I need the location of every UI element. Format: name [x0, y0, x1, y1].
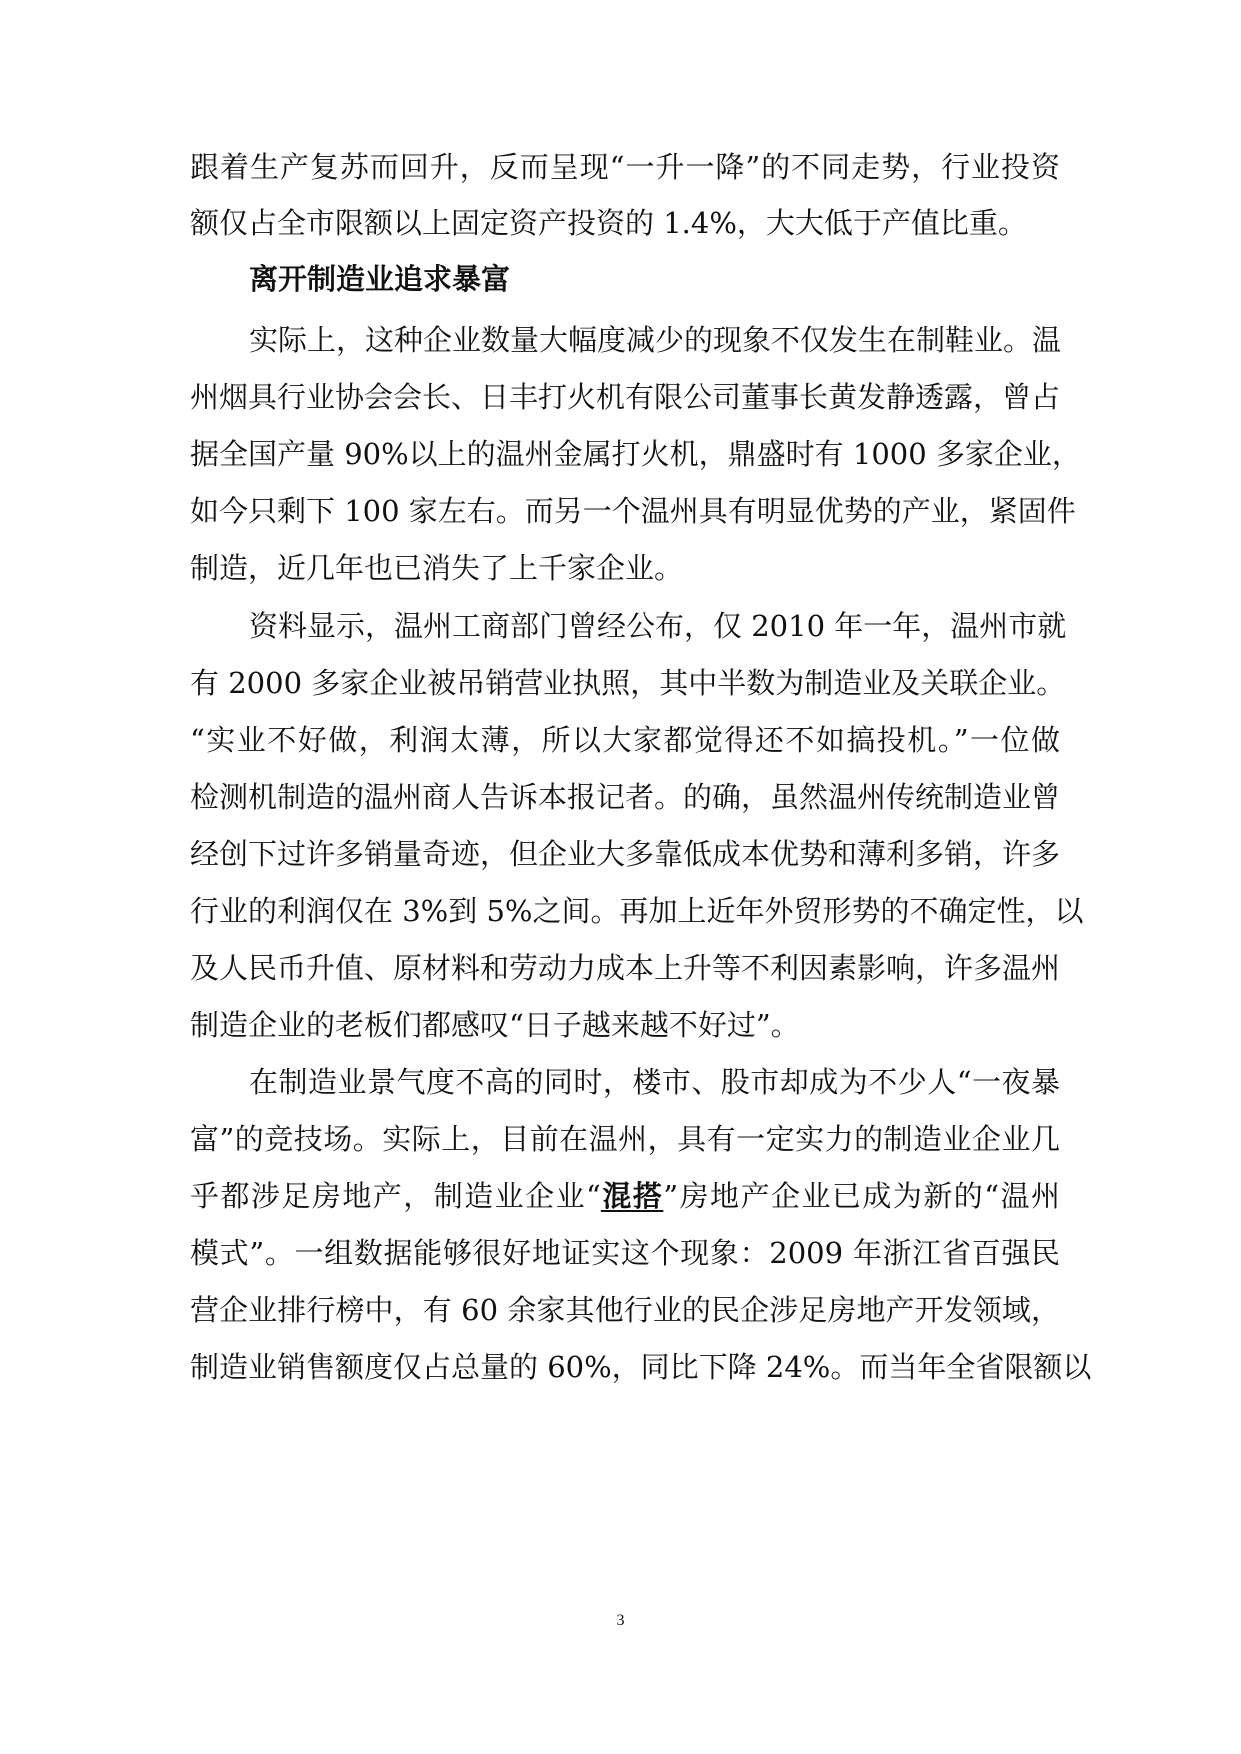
text-line: 实际上，这种企业数量大幅度减少的现象不仅发生在制鞋业。温: [249, 323, 1062, 357]
text-run: 乎都涉足房地产，制造业企业“: [190, 1179, 601, 1213]
text-line: 制造企业的老板们都感叹“日子越来越不好过”。: [190, 1008, 800, 1042]
text-line-with-emphasis: [190, 1176, 1060, 1216]
text-line: 据全国产量 90%以上的温州金属打火机，鼎盛时有 1000 多家企业，: [190, 437, 1081, 471]
text-line: 在制造业景气度不高的同时，楼市、股市却成为不少人“一夜暴: [249, 1065, 1060, 1099]
text-run: ”房地产企业已成为新的“温州: [663, 1179, 1061, 1213]
page-number: 3: [616, 1612, 625, 1629]
text-line: 制造，近几年也已消失了上千家企业。: [190, 551, 684, 585]
text-line: 检测机制造的温州商人告诉本报记者。的确，虽然温州传统制造业曾: [190, 780, 1061, 814]
emphasized-term: 混搭: [600, 1179, 664, 1213]
text-line: 跟着生产复苏而回升，反而呈现“一升一降”的不同走势，行业投资: [190, 150, 1060, 184]
text-line: 及人民币升值、原材料和劳动力成本上升等不利因素影响，许多温州: [190, 951, 1061, 985]
text-line: 如今只剩下 100 家左右。而另一个温州具有明显优势的产业，紧固件: [190, 494, 1076, 528]
text-line: 资料显示，温州工商部门曾经公布，仅 2010 年一年，温州市就: [249, 609, 1067, 643]
text-line: 营企业排行榜中，有 60 余家其他行业的民企涉足房地产开发领域，: [190, 1293, 1060, 1327]
text-line: 模式”。一组数据能够很好地证实这个现象：2009 年浙江省百强民: [190, 1236, 1060, 1270]
text-line: 制造业销售额度仅占总量的 60%，同比下降 24%。而当年全省限额以: [190, 1350, 1092, 1384]
text-line: “实业不好做，利润太薄，所以大家都觉得还不如搞投机。”一位做: [190, 723, 1060, 757]
text-line: 额仅占全市限额以上固定资产投资的 1.4%，大大低于产值比重。: [190, 206, 1027, 240]
text-line: 州烟具行业协会会长、日丰打火机有限公司董事长黄发静透露，曾占: [190, 380, 1061, 414]
text-line: 行业的利润仅在 3%到 5%之间。再加上近年外贸形势的不确定性，以: [190, 894, 1084, 928]
text-line: 经创下过许多销量奇迹，但企业大多靠低成本优势和薄利多销，许多: [190, 837, 1061, 871]
text-line: 有 2000 多家企业被吊销营业执照，其中半数为制造业及关联企业。: [190, 666, 1066, 700]
text-line: 富”的竞技场。实际上，目前在温州，具有一定实力的制造业企业几: [190, 1122, 1060, 1156]
section-heading: 离开制造业追求暴富: [249, 262, 511, 296]
